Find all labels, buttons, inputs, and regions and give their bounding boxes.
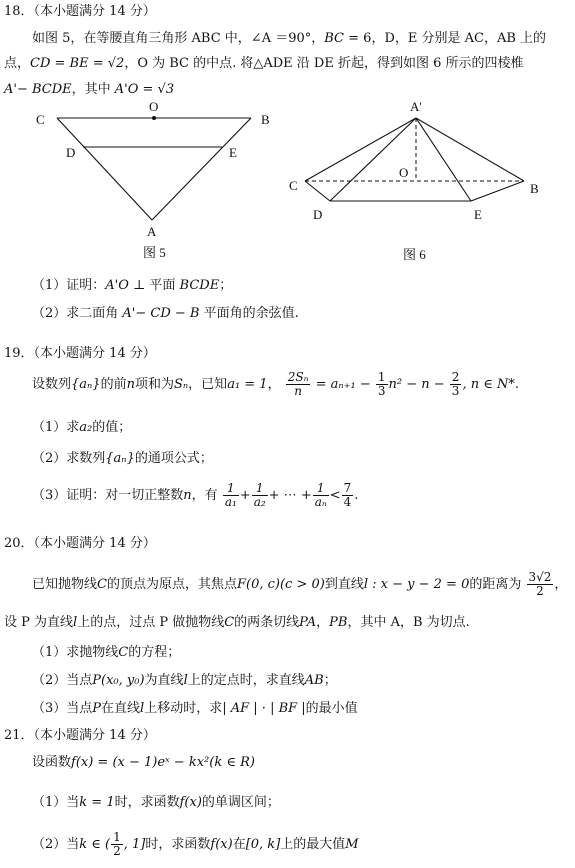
fig5-edge-ba [152, 118, 251, 220]
q21-p2-frac-den: 2 [113, 844, 121, 858]
q19-p3-f3-den: aₙ [314, 495, 327, 509]
q21-p1-text: 时，求函数 [114, 795, 180, 810]
q19-part3 [32, 481, 358, 511]
q20-p3-text2: 上移动时，求 [144, 701, 223, 716]
q19-p3-frac3 [313, 482, 329, 509]
q20-p2-text: 为直线 [144, 673, 184, 688]
q20-l2-pa: PA [299, 615, 317, 630]
q18-part1 [32, 278, 232, 294]
q19-l1-frac-2sn [286, 371, 311, 398]
q20-p2-l: l [183, 673, 188, 688]
q18-p2-label: （2）求二面角 [32, 306, 123, 321]
q21-p1-text2: 的单调区间； [201, 795, 280, 810]
q20-l1-frac [527, 571, 554, 598]
q21-part1 [32, 795, 280, 811]
figure-5 [36, 99, 270, 260]
q19-l1-domain: , n ∈ N* [462, 377, 515, 392]
q18-l3-text: ，其中 [71, 82, 115, 97]
q21-header: 21．（本小题满分 14 分） [4, 728, 156, 743]
q19-p3-f3-num: 1 [313, 482, 329, 496]
q21-part2 [32, 830, 359, 860]
q19-header: 19．（本小题满分 14 分） [4, 346, 156, 361]
fig5-label-d: D [66, 145, 76, 160]
q18-l3-math: A'O = √3 [114, 82, 175, 97]
fig6-edge-ab [416, 118, 524, 181]
q19-p3-f2-den: a₂ [253, 495, 266, 509]
q20-p3-text3: 的最小值 [305, 701, 358, 716]
q18-p1-label: （1）证明： [32, 278, 106, 293]
q18-l1-bc: BC [324, 31, 345, 46]
q18-l2-text2: ，O 为 BC 的中点. 将△ADE 沿 DE 折起，得到如图 6 所示的四棱椎 [124, 56, 524, 71]
fig6-label-d: D [313, 207, 323, 222]
q18-p2-text: 平面角的余弦值. [199, 306, 299, 321]
q21-p1-k: k = 1 [79, 795, 115, 810]
q20-l1-text2: 的顶点为原点，其焦点 [106, 577, 237, 592]
q21-p2-text3: 上的最大值 [280, 837, 346, 852]
q20-l2-text2: 上的点，过点 P 做抛物线 [77, 615, 225, 630]
fig5-label-a: A [147, 224, 157, 239]
q20-l2-comma: ， [316, 615, 330, 630]
q20-p2-end: ； [323, 673, 337, 688]
fig6-label-b: B [530, 181, 539, 196]
q19-p1-label: （1）求 [32, 420, 80, 435]
q20-line2 [4, 615, 470, 631]
q19-p3-dots: + ⋯ + [268, 488, 312, 503]
q20-l2-l: l [73, 615, 78, 630]
q19-l1-a1: a₁ = 1 [227, 377, 268, 392]
q19-p3-text: ，有 [191, 488, 218, 503]
q21-p2-text: 时，求函数 [145, 837, 211, 852]
q19-p3-frac2 [252, 482, 268, 509]
q19-l1-text3: 项和为 [134, 377, 174, 392]
q19-p1-a2: a₂ [79, 420, 93, 435]
q20-p1-text: 的方程； [128, 645, 181, 660]
q19-l1-n2: n² − n − [388, 377, 445, 392]
q19-l1-text: 设数列 [32, 377, 72, 392]
figure-6 [289, 99, 539, 262]
q20-l2-pb: PB [329, 615, 348, 630]
q18-l2-text: 点， [4, 56, 31, 71]
q19-p3-frac1 [223, 482, 239, 509]
fig6-edge-eb [471, 181, 524, 201]
q19-p3-label: （3）证明：对一切正整数 [32, 488, 184, 503]
q20-p1-c: C [118, 645, 129, 660]
q20-l1-text4: 的距离为 [469, 577, 522, 592]
q19-l1-f2-den: 3 [377, 384, 386, 398]
q18-l1-text2: = 6，D，E 分别是 AC，AB 上的 [344, 31, 547, 46]
q20-l2-text: 设 P 为直线 [4, 615, 74, 630]
q20-l1-focus: F(0, c)(c > 0) [236, 577, 325, 592]
q19-l1-comma: ， [267, 377, 281, 392]
q19-l1-n: n [126, 377, 135, 392]
q21-p2-interval: , 1] [123, 837, 146, 852]
q20-l1-frac-num: 3√2 [528, 570, 552, 584]
q18-p1-text: 平面 [145, 278, 180, 293]
q20-p3-label: （3）当点 [32, 701, 93, 716]
q19-p3-n: n [183, 488, 192, 503]
fig6-edge-cd [305, 181, 330, 201]
q20-l1-line: l : x − y − 2 = 0 [363, 577, 470, 592]
fig6-edge-ae [416, 118, 471, 201]
q18-p1-plane: BCDE [179, 278, 220, 293]
q20-p3-text: 在直线 [101, 701, 141, 716]
q18-header: 18．（本小题满分 14 分） [4, 4, 156, 19]
q20-l2-text4: ，其中 A，B 为切点. [347, 615, 470, 630]
q21-l1-text: 设函数 [32, 755, 72, 770]
q21-p2-frac-num: 1 [113, 830, 121, 844]
q21-p2-kin: k ∈ ( [79, 837, 111, 852]
q21-p2-frac [111, 831, 123, 858]
q19-p3-f4-den: 4 [343, 495, 352, 509]
fig6-label-e: E [474, 207, 482, 222]
fig6-label-o: O [399, 165, 409, 180]
q21-p1-label: （1）当 [32, 795, 80, 810]
q21-l1-function: f(x) = (x − 1)eˣ − kx²(k ∈ R) [71, 755, 255, 770]
q20-header: 20．（本小题满分 14 分） [4, 536, 156, 551]
q20-l1-comma: ， [554, 577, 568, 592]
fig5-label-b: B [261, 112, 270, 127]
q20-line1 [32, 569, 567, 601]
fig6-caption: 图 6 [403, 247, 426, 262]
q21-p2-m: M [345, 837, 359, 852]
q19-p3-f4-num: 7 [343, 481, 352, 495]
q19-p3-plus: + [239, 488, 251, 503]
q20-p1-label: （1）求抛物线 [32, 645, 119, 660]
q20-p2-ab: AB [304, 673, 324, 688]
q19-part1 [32, 420, 131, 436]
q20-l2-text3: 的两条切线 [234, 615, 300, 630]
q19-l1-frac-third [376, 371, 388, 398]
fig5-label-c: C [36, 112, 45, 127]
q19-l1-sn: Sₙ [173, 377, 189, 392]
q19-l1-text4: ，已知 [188, 377, 228, 392]
q21-p2-label: （2）当 [32, 837, 80, 852]
q21-p2-text2: 在 [232, 837, 246, 852]
q21-p2-domain: [0, k] [245, 837, 281, 852]
fig5-label-o: O [149, 99, 159, 114]
q19-p3-end: . [354, 488, 359, 503]
q19-p2-label: （2）求数列 [32, 451, 106, 466]
q19-part2 [32, 451, 213, 467]
q19-p3-f2-num: 1 [252, 482, 268, 496]
q21-p1-fx: f(x) [179, 795, 202, 810]
q20-p2-text2: 上的定点时，求直线 [187, 673, 305, 688]
q18-l2-math: CD = BE = √2 [30, 56, 125, 71]
q18-p1-math: A'O ⊥ [105, 278, 146, 293]
q19-l1-frac-den: n [294, 384, 302, 398]
q19-l1-f3-den: 3 [451, 384, 460, 398]
q18-l1-text: 如图 5，在等腰直角三角形 ABC 中，∠A ＝90°， [32, 31, 325, 46]
q20-l2-c: C [224, 615, 235, 630]
q20-p2-label: （2）当点 [32, 673, 93, 688]
q19-p2-text: 的通项公式； [134, 451, 213, 466]
q19-l1-frac-two-thirds [450, 371, 462, 398]
q19-p3-f1-num: 1 [223, 482, 239, 496]
q20-p3-l: l [140, 701, 145, 716]
q18-p1-end: ； [219, 278, 233, 293]
q19-line1 [32, 370, 519, 400]
q19-p1-text: 的值； [92, 420, 132, 435]
fig5-label-e: E [229, 145, 237, 160]
q19-p3-f1-den: a₁ [224, 495, 237, 509]
q20-l1-text: 已知抛物线 [32, 577, 98, 592]
fig5-point-o [152, 116, 156, 120]
q21-p2-fx: f(x) [210, 837, 233, 852]
q19-l1-end: . [514, 377, 519, 392]
q20-l1-frac-den: 2 [536, 584, 544, 598]
q18-l3-pyramid: A'− BCDE [4, 82, 72, 97]
q19-l1-seq: {aₙ} [71, 377, 101, 392]
fig5-caption: 图 5 [143, 245, 166, 260]
fig6-label-a: A' [410, 99, 422, 114]
q19-p2-seq: {aₙ} [105, 451, 135, 466]
q18-part2 [32, 306, 299, 322]
q19-p3-frac4 [342, 482, 354, 509]
q20-p2-point: P(x₀, y₀) [92, 673, 145, 688]
q20-p3-product: | AF | · | BF | [222, 701, 306, 716]
q20-part3 [32, 701, 358, 717]
q18-p2-math: A'− CD − B [122, 306, 200, 321]
q19-l1-frac-num: 2Sₙ [287, 370, 309, 384]
q21-line1 [32, 755, 255, 771]
fig6-label-c: C [289, 178, 298, 193]
q19-l1-eq: = aₙ₊₁ − [311, 377, 371, 392]
q20-l1-c: C [97, 577, 107, 592]
q20-part2 [32, 673, 337, 689]
q19-l1-text2: 的前 [100, 377, 127, 392]
q20-part1 [32, 645, 180, 661]
q19-p3-lt: < [329, 488, 341, 503]
q19-l1-f3-num: 2 [451, 370, 460, 384]
q20-l1-text3: 到直线 [324, 577, 364, 592]
q19-l1-f2-num: 1 [377, 370, 386, 384]
q20-p3-p: P [92, 701, 102, 716]
fig5-edge-ca [57, 118, 152, 220]
